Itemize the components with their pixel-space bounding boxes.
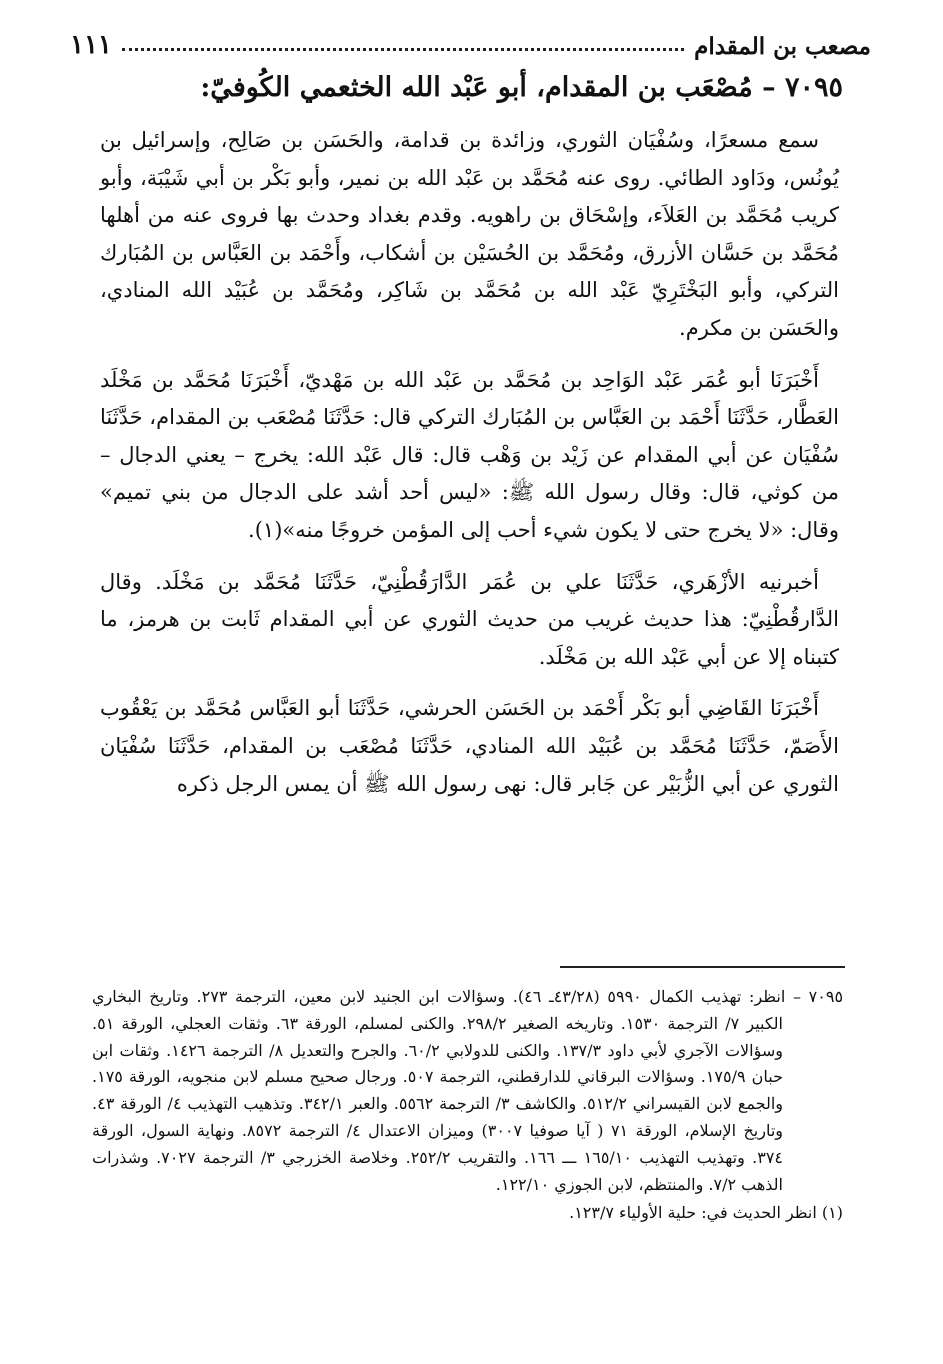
header-dot-leader (122, 48, 684, 51)
entry-heading: ٧٠٩٥ – مُصْعَب بن المقدام، أبو عَبْد الله الخثعمي الكُوفيّ: (200, 72, 843, 103)
footnote-sources: ٧٠٩٥ – انظر: تهذيب الكمال ٥٩٩٠ (٤٣/٢٨ـ ٤٦). وسؤالات ابن الجنيد لابن معين، الترجمة ٢٧٣. وتاريخ البخاري الكبير ٧/ الترجمة ١٥٣٠. وتاريخه الصغير ٢٩٨/٢. والكنى لمسلم، الورقة ٦٣. وثقات العجلي، الورقة ٥١. وسؤالات الآجري لأبي داود ١٣٧/٣. والكنى للدولابي ٦٠/٢. والجرح والتعديل ٨/ الترجمة ١٤٢٦. وثقات ابن حبان ١٧٥/٩. وسؤالات البرقاني للدارقطني، الترجمة ٥٠٧. ورجال صحيح مسلم لابن منجويه، الورقة ١٧٥. والجمع لابن القيسراني ٥١٢/٢. والكاشف ٣/ الترجمة ٥٥٦٢. والعبر ٣٤٢/١. وتذهيب التهذيب ٤/ الورقة ٤٣. وتاريخ الإسلام، الورقة ٧١ ( آيا صوفيا ٣٠٠٧) وميزان الاعتدال ٤/ الترجمة ٨٥٧٢. ونهاية السول، الورقة ٣٧٤. وتهذيب التهذيب ١٦٥/١٠ ـــ ١٦٦. والتقريب ٢٥٢/٢. وخلاصة الخزرجي ٣/ الترجمة ٧٠٢٧. وشذرات الذهب ٧/٢. والمنتظم، لابن الجوزي ١٢٢/١٠. (92, 987, 844, 1194)
commentary-paragraph: أخبرنيه الأزْهَري، حَدَّثَنَا علي بن عُمَر الدَّارَقُطْنِيّ، حَدَّثَنَا مُحَمَّد بن مَخْلَد. وقال الدَّارقُطْنِيّ: هذا حديث غريب من حديث الثوري عن أبي المقدام ثَابت بن هرمز، ما كتبناه إلا عن أبي عَبْد الله بن مَخْلَد. (100, 569, 839, 669)
footnote-separator (560, 966, 845, 968)
hadith-paragraph: أَخْبَرَنَا أبو عُمَر عَبْد الوَاحِد بن مُحَمَّد بن عَبْد الله بن مَهْديّ، أَخْبَرَنَا مُحَمَّد بن مَخْلَد العَطَّار، حَدَّثَنَا أَحْمَد بن العَبَّاس بن المُبَارك التركي قال: حَدَّثَنَا مُصْعَب بن المقدام، حَدَّثَنَا سُفْيَان عن أبي المقدام عن زَيْد بن وَهْب قال: قال عَبْد الله: يخرج – يعني الدجال – من كوثي، قال: وقال رسول الله ﷺ: «ليس أحد أشد على الدجال من بني تميم» وقال: «لا يخرج حتى لا يكون شيء أحب إلى المؤمن خروجًا منه»(١). (100, 367, 839, 542)
running-header-title: مصعب بن المقدام (694, 33, 871, 60)
footnotes (92, 984, 843, 1229)
running-header (70, 26, 871, 60)
footnote-1: (١) انظر الحديث في: حلية الأولياء ١٢٣/٧. (569, 1203, 843, 1223)
hadith-paragraph-2: أَخْبَرَنَا القَاضِي أبو بَكْر أَحْمَد بن الحَسَن الحرشي، حَدَّثَنَا أبو العَبَّاس مُحَمَّد بن يَعْقُوب الأَصَمّ، حَدَّثَنَا مُحَمَّد بن عُبَيْد الله المنادي، حَدَّثَنَا مُصْعَب بن المقدام، حَدَّثَنَا سُفْيَان الثوري عن أبي الزُّبَيْر عن جَابر قال: نهى رسول الله ﷺ أن يمس الرجل ذكره (100, 696, 839, 796)
biography-paragraph: سمع مسعرًا، وسُفْيَان الثوري، وزائدة بن قدامة، والحَسَن بن صَالِح، وإسرائيل بن يُونُس، ودَاود الطائي. روى عنه مُحَمَّد بن عَبْد الله بن نمير، وأبو بَكْر بن أبي شَيْبَة، وأبو كريب مُحَمَّد بن العَلاَء، وإسْحَاق بن راهويه. وقدم بغداد وحدث بها فروى عنه من أهلها مُحَمَّد بن حَسَّان الأزرق، ومُحَمَّد بن الحُسَيْن بن أشكاب، وأَحْمَد بن العَبَّاس بن المُبَارك التركي، وأبو البَخْتَرِيّ عَبْد الله بن مُحَمَّد بن شَاكِر، ومُحَمَّد بن عُبَيْد الله المنادي، والحَسَن بن مكرم. (100, 128, 839, 340)
main-text (100, 122, 839, 817)
page-number: ١١١ (70, 30, 112, 60)
